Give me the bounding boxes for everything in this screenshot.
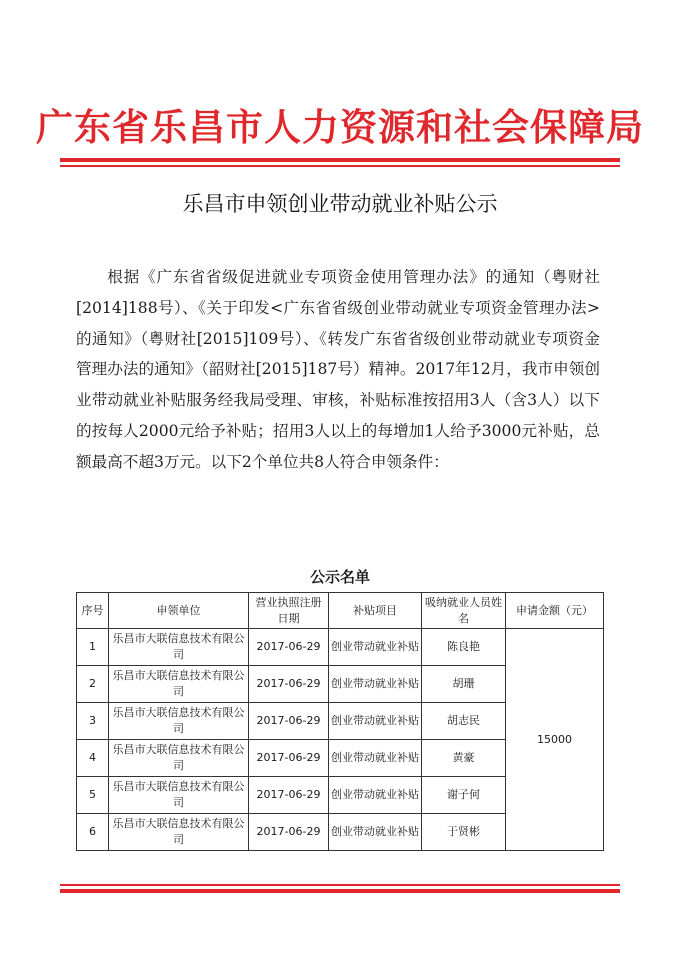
roster-table (76, 592, 604, 851)
date-cell: 2017-06-29 (249, 814, 329, 851)
row-number: 6 (77, 814, 109, 851)
date-cell: 2017-06-29 (249, 666, 329, 703)
item-cell: 创业带动就业补贴 (329, 629, 422, 666)
item-cell: 创业带动就业补贴 (329, 777, 422, 814)
amount-cell: 15000 (506, 629, 604, 851)
date-cell: 2017-06-29 (249, 703, 329, 740)
name-cell: 于贤彬 (422, 814, 506, 851)
column-header: 吸纳就业人员姓名 (422, 593, 506, 629)
name-cell: 谢子何 (422, 777, 506, 814)
date-cell: 2017-06-29 (249, 740, 329, 777)
name-cell: 胡志民 (422, 703, 506, 740)
table-row (77, 629, 604, 666)
row-number: 1 (77, 629, 109, 666)
name-cell: 黄豪 (422, 740, 506, 777)
list-title: 公示名单 (309, 568, 370, 586)
item-cell: 创业带动就业补贴 (329, 666, 422, 703)
unit-cell: 乐昌市大联信息技术有限公司 (109, 703, 249, 740)
row-number: 4 (77, 740, 109, 777)
unit-cell: 乐昌市大联信息技术有限公司 (109, 814, 249, 851)
item-cell: 创业带动就业补贴 (329, 740, 422, 777)
item-cell: 创业带动就业补贴 (329, 814, 422, 851)
column-header: 申请金额（元） (506, 593, 604, 629)
column-header: 序号 (77, 593, 109, 629)
table-header-row (77, 593, 604, 629)
row-number: 3 (77, 703, 109, 740)
unit-cell: 乐昌市大联信息技术有限公司 (109, 777, 249, 814)
row-number: 5 (77, 777, 109, 814)
document-body: 根据《广东省省级促进就业专项资金使用管理办法》的通知（粤财社[2014]188号）、《关于印发<广东省省级创业带动就业专项资金管理办法>的通知》（粤财社[2015]109号）、《转发广东省省级创业带动就业专项资金管理办法的通知》（韶财社[2015]187号）精神。2017年12月，我市申领创业带动就业补贴服务经我局受理、审核，补贴标准按招用3人（含3人）以下的按每人2000元给予补贴；招用3人以上的每增加1人给予3000元补贴，总额最高不超3万元。以下2个单位共8人符合申领条件： (76, 268, 600, 471)
row-number: 2 (77, 666, 109, 703)
date-cell: 2017-06-29 (249, 629, 329, 666)
footer-rule-thick (60, 889, 620, 893)
date-cell: 2017-06-29 (249, 777, 329, 814)
footer-rule-thin (60, 884, 620, 886)
unit-cell: 乐昌市大联信息技术有限公司 (109, 740, 249, 777)
unit-cell: 乐昌市大联信息技术有限公司 (109, 666, 249, 703)
name-cell: 陈良艳 (422, 629, 506, 666)
column-header: 补贴项目 (329, 593, 422, 629)
column-header: 营业执照注册日期 (249, 593, 329, 629)
unit-cell: 乐昌市大联信息技术有限公司 (109, 629, 249, 666)
letterhead-rule-thick (60, 158, 620, 162)
document-title: 乐昌市申领创业带动就业补贴公示 (182, 192, 498, 216)
name-cell: 胡珊 (422, 666, 506, 703)
item-cell: 创业带动就业补贴 (329, 703, 422, 740)
letterhead-rule-thin (60, 165, 620, 167)
column-header: 申领单位 (109, 593, 249, 629)
agency-letterhead: 广东省乐昌市人力资源和社会保障局 (36, 105, 644, 149)
